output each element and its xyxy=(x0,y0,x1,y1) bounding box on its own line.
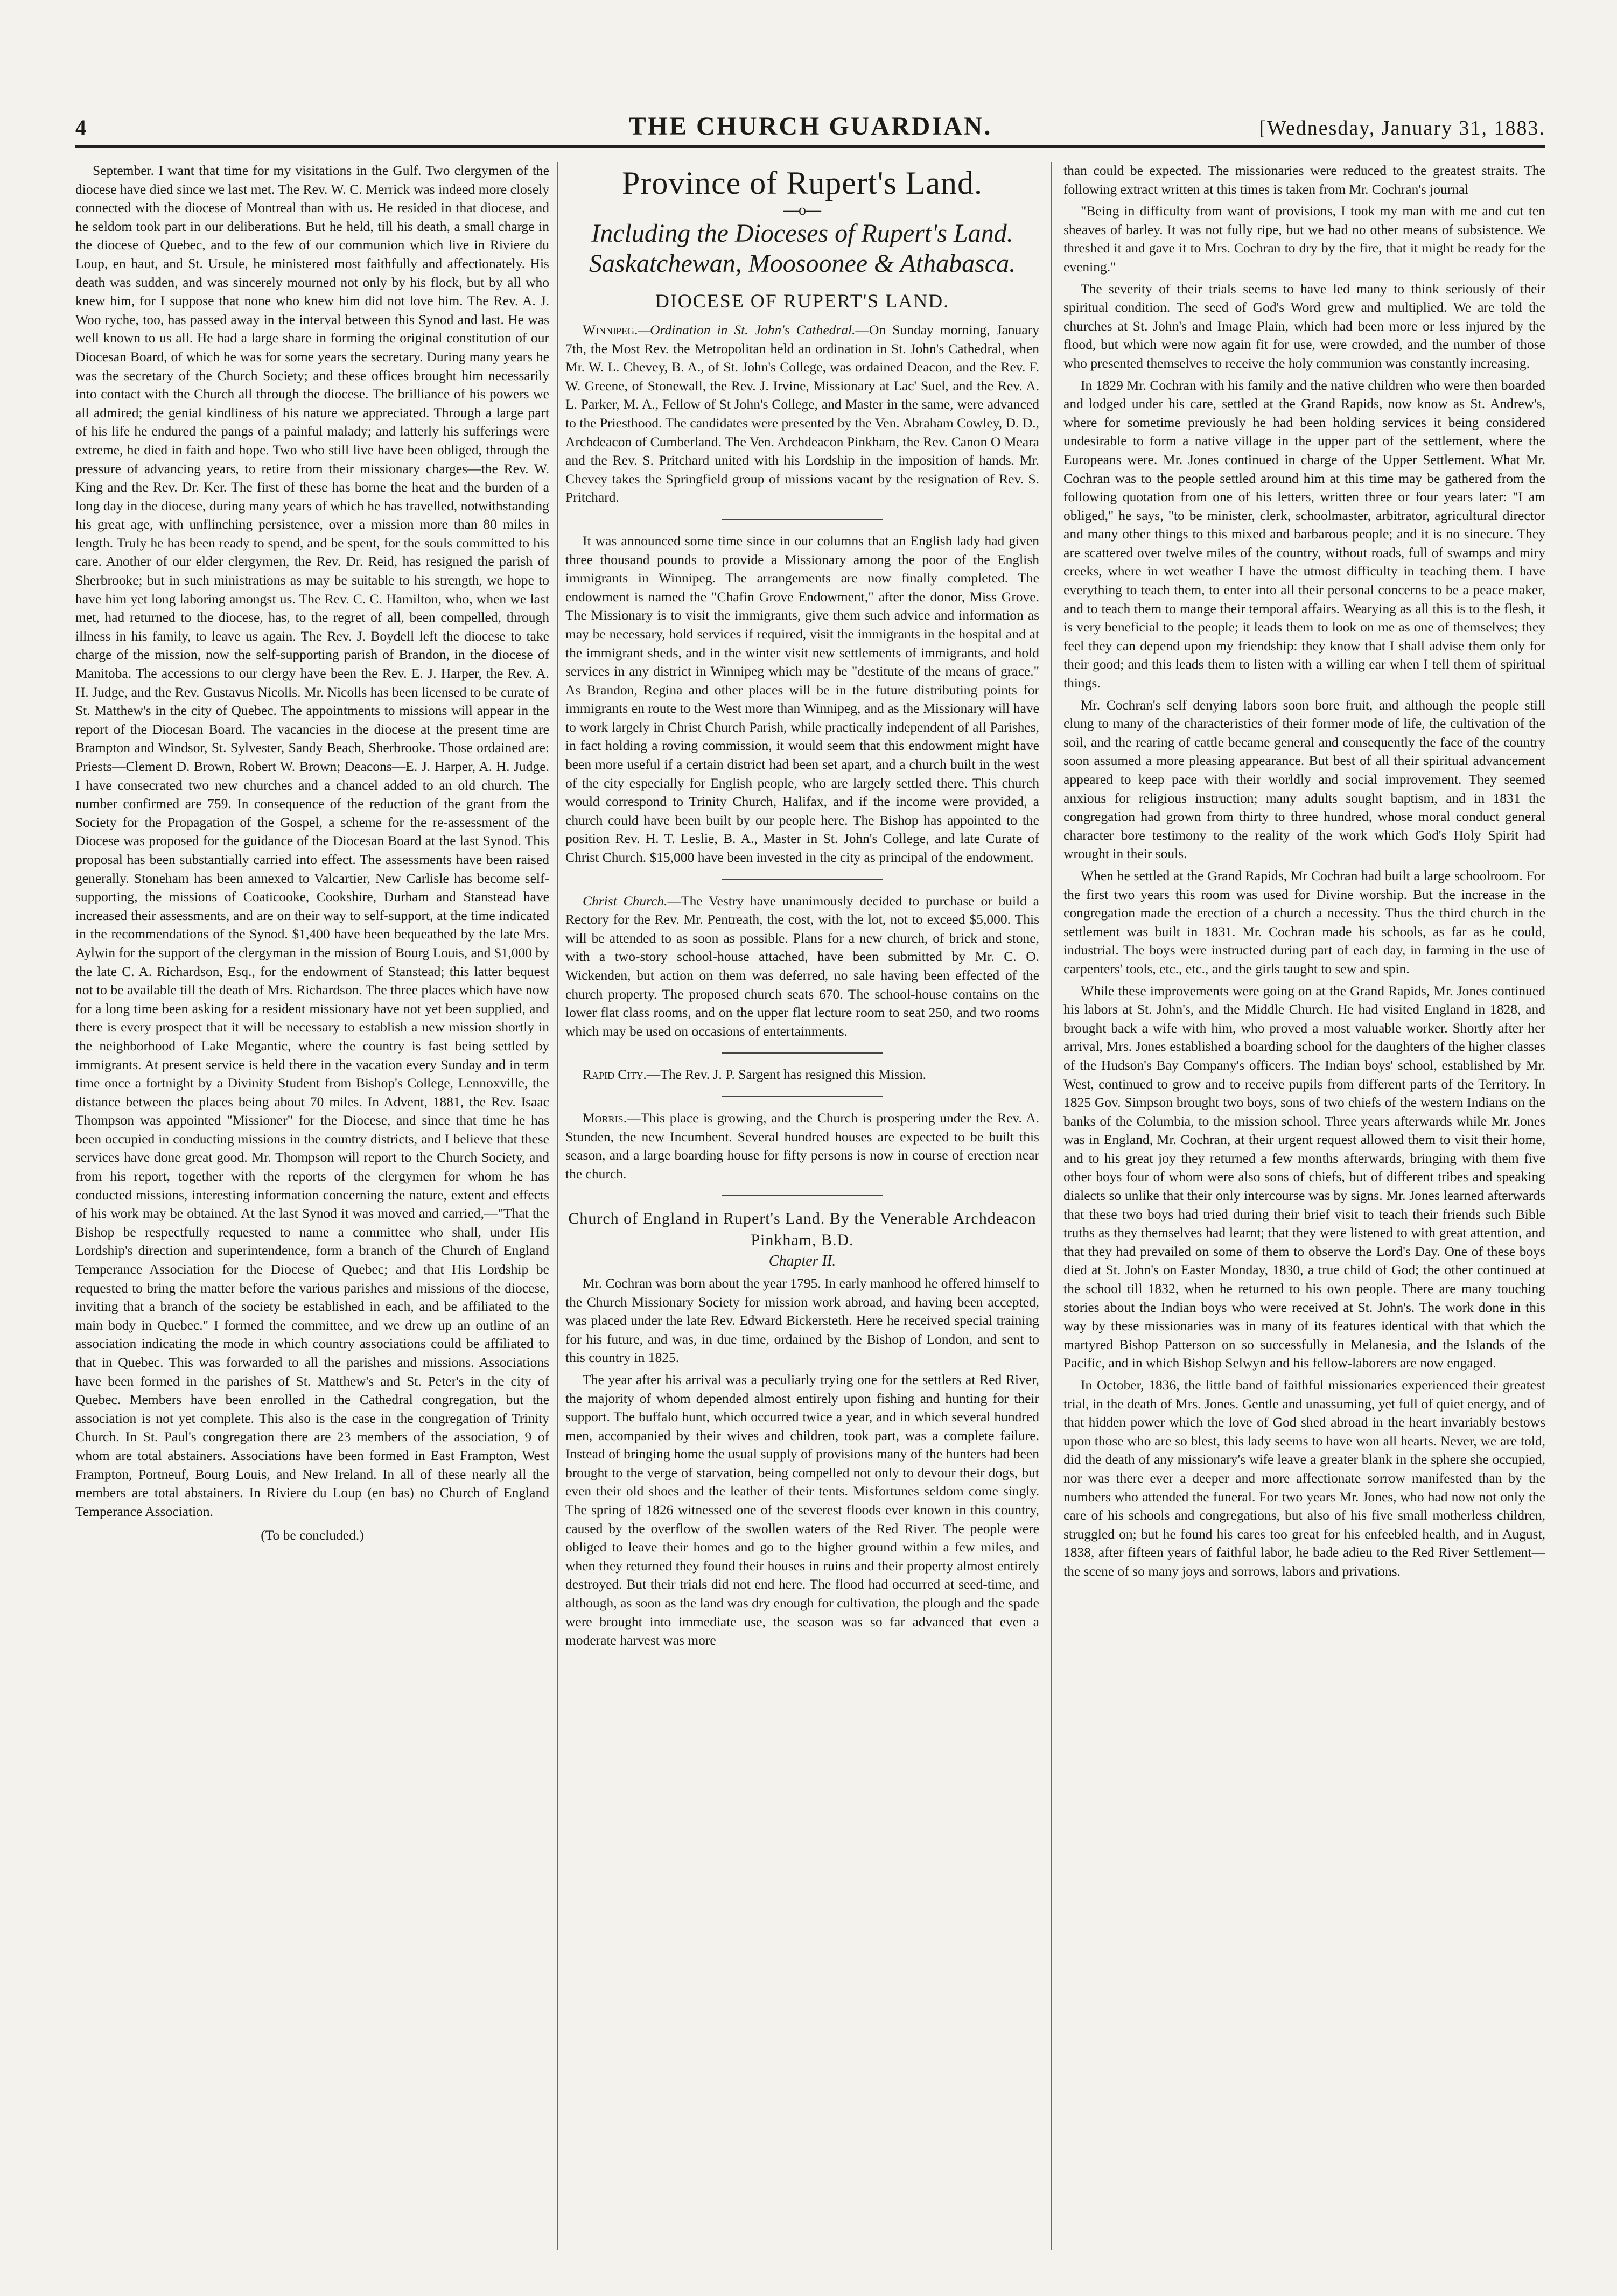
article-title: Church of England in Rupert's Land. By the Venerable Archdeacon Pinkham, B.D. xyxy=(568,1210,1037,1249)
body-paragraph: The year after his arrival was a peculiarly trying one for the settlers at Red River, the majority of whom depended almost entirely upon fishing and hunting for their support. The buffalo hunt, which occurred twice a year, and in which several hundred men, accompanied by their wives and children, took part, was a complete failure. Instead of bringing home the usual supply of provisions many of the hunters had been brought to the verge of starvation, being compelled not only to devour their dogs, but even their old shoes and the leather of their tents. Misfortunes seldom come singly. The spring of 1826 witnessed one of the severest floods ever known in this country, caused by the overflow of the swollen waters of the Red River. The people were obliged to leave their homes and go to the higher ground within a few miles, and when they returned they found their houses in ruins and their property almost entirely destroyed. But their trials did not end here. The flood had occurred at seed-time, and although, as soon as the land was dry enough for cultivation, the plough and the spade were brought into immediate use, the season was so far advanced that even a moderate harvest was more xyxy=(565,1371,1039,1648)
paragraph-text: —The Rev. J. P. Sargent has resigned this Mission. xyxy=(646,1066,926,1083)
body-paragraph: than could be expected. The missionaries were reduced to the greatest straits. The following extract written at this times is taken from Mr. Cochran's journal xyxy=(1063,163,1545,197)
dateline: Morris. xyxy=(583,1110,627,1126)
morris-paragraph xyxy=(565,1109,1039,1183)
issue-date: [Wednesday, January 31, 1883. xyxy=(1259,117,1545,139)
section-heading: Province of Rupert's Land. xyxy=(621,165,983,201)
paragraph-text: —This place is growing, and the Church is prospering under the Rev. A. Stunden, the new Incumbent. Several hundred houses are expected to be built this season, and a large boarding house for fifty persons is now in course of erection near the church. xyxy=(565,1110,1039,1182)
column-rule xyxy=(557,162,558,2250)
dateline: Rapid City. xyxy=(583,1066,647,1083)
page-number: 4 xyxy=(75,115,86,139)
masthead xyxy=(75,108,1545,148)
journal-quote: "Being in difficulty from want of provisions, I took my man with me and cut ten sheaves of barley. It was not fully ripe, but we had no other means of subsistence. We threshed it and gave it to Mrs. Cochran to dry by the fire, that it might be ready for the evening." xyxy=(1063,203,1545,275)
subject: —Ordination in St. John's Cathedral. xyxy=(638,322,856,338)
column-rupert-news xyxy=(565,162,1039,2261)
paragraph-text: —On Sunday morning, January 7th, the Most Rev. the Metropolitan held an ordination in St. John's Cathedral, when Mr. W. L. Chevey, B. A., of St. John's College, was ordained Deacon, and the Rev. F. W. Greene, of Stonewall, the Rev. J. Irvine, Missionary at Lac' Suel, and the Rev. A. L. Parker, M. A., Fellow of St John's College, and Master in the same, were advanced to the Priesthood. The candidates were presented by the Ven. Abraham Cowley, D. D., Archdeacon of Cumberland. The Ven. Archdeacon Pinkham, the Rev. Canon O Meara and the Rev. S. Pritchard united with his Lordship in the imposition of hands. Mr. Chevey takes the Springfield group of missions vacant by the resignation of Rev. S. Pritchard. xyxy=(565,322,1039,505)
rapid-city-paragraph xyxy=(565,1065,1039,1084)
christ-church-paragraph xyxy=(565,892,1039,1041)
body-paragraph: In October, 1836, the little band of faithful missionaries experienced their greatest trial, in the death of Mrs. Jones. Gentle and unassuming, yet full of quiet energy, and of that hidden power which the love of God shed abroad in the heart invariably bestows upon those who are so blest, this lady seems to have won all hearts. Never, we are told, did the death of any missionary's wife leave a greater blank in the sphere she occupied, nor was there ever a deeper and more affectionate sorrow manifested than by the numbers who attended the funeral. For two years Mr. Jones, who had now not only the care of his schools and congregations, but also of his five small motherless children, struggled on; but he found his cares too great for his enfeebled health, and in August, 1838, after fifteen years of faithful labor, he bade adieu to the Red River Settlement—the scene of so many joys and sorrows, labors and privations. xyxy=(1063,1377,1545,1579)
separator-rule xyxy=(722,519,883,520)
diocese-heading: DIOCESE OF RUPERT'S LAND. xyxy=(655,290,950,312)
body-paragraph: While these improvements were going on at the Grand Rapids, Mr. Jones continued his labors at St. John's, and the Middle Church. He had visited England in 1828, and brought back a wife with him, who proved a most valuable worker. Shortly after her arrival, Mrs. Jones established a boarding school for the daughters of the higher classes of the Hudson's Bay Company's officers. The Indian boys' school, established by Mr. West, continued to grow and to receive pupils from different parts of the Territory. In 1825 Gov. Simpson brought two boys, sons of two chiefs of the western Indians on the banks of the Columbia, to the mission school. Three years afterwards while Mr. Jones was in England, Mr. Cochran, at their urgent request allowed them to visit their home, and to his great joy they returned a few months afterwards, bringing with them five other boys four of whom were also sons of chiefs, but of different tribes and speaking dialects so unlike that their only intercourse was by signs. Mr. Jones learned afterwards that these two boys had tried during their brief visit to teach their friends such Bible truths as they themselves had learnt; that they were listened to with great attention, and that they had prevailed on some of them to observe the Lord's Day. One of these boys died at St. John's on Easter Monday, 1830, a true child of God; the other continued at the school till 1832, when he returned to his own people. There are many touching stories about the Indian boys who were received at St. John's. The work done in this way by these missionaries was in many of its features identical with that which the martyred Bishop Patterson on so successfully in Melanesia, and the Islands of the Pacific, and in which Bishop Selwyn and his fellow-laborers are now engaged. xyxy=(1063,982,1545,1371)
dateline: Winnipeg. xyxy=(583,322,638,338)
body-paragraph: When he settled at the Grand Rapids, Mr Cochran had built a large schoolroom. For the first two years this room was used for Divine worship. But the increase in the congregation made the erection of a church a necessity. Thus the third church in the settlement was built in 1831. Mr. Cochran made his schools, as far as he could, industrial. The boys were instructed during part of each day, in farming in the use of carpenters' tools, etc., etc., and the girls taught to sew and spin. xyxy=(1063,867,1545,977)
body-paragraph: September. I want that time for my visitations in the Gulf. Two clergymen of the diocese have died since we last met. The Rev. W. C. Merrick was indeed more closely connected with the diocese of Montreal than with us. He resided in that diocese, and he seldom took part in our deliberations. But he held, till his death, a small charge in the diocese of Quebec, and to the few of our communion which live in Riviere du Loup, en haut, and St. Ursule, he ministered most faithfully and affectionately. His death was sudden, and was sincerely mourned not only by his flock, but by all who knew him, for I suppose that none who knew him did not love him. The Rev. A. J. Woo ryche, too, has passed away in the interval between this Synod and last. He was well known to us all. He had a large share in forming the original constitution of our Diocesan Board, of which he was for some years the secretary. During many years he was the secretary of the Church Society; and these offices brought him necessarily into contact with the Church all through the diocese. The brilliance of his powers we all admired; the genial kindliness of his nature we appreciated. Through a large part of his life he endured the pangs of a painful malady; and latterly his sufferings were extreme, he died in faith and hope. Two who still live have been obliged, through the pressure of advancing years, to retire from their missionary charges—the Rev. W. King and the Rev. Dr. Ker. The first of these has borne the heat and the burden of a long day in the diocese, during many years of which he has travelled, notwithstanding his great age, with unflinching persistence, over a mission more than 80 miles in length. Truly he has been ready to spend, and be spent, for the souls committed to his care. Another of our elder clergymen, the Rev. Dr. Reid, has resigned the parish of Sherbrooke; but in such ministrations as may be suitable to his strength, we hope to have him yet long laboring amongst us. The Rev. C. C. Hamilton, who, when we last met, had returned to the diocese, has, to the regret of all, been compelled, through illness in his family, to leave us again. The Rev. J. Boydell left the diocese to take charge of the mission, now the self-supporting parish of Brandon, in the diocese of Manitoba. The accessions to our clergy have been the Rev. E. J. Harper, the Rev. A. H. Judge, and the Rev. Gustavus Nicolls. Mr. Nicolls has been licensed to be curate of St. Matthew's in the city of Quebec. The appointments to missions will appear in the report of the Diocesan Board. The vacancies in the diocese at the present time are Brampton and Windsor, St. Sylvester, Sandy Beach, Sherbrooke. Those ordained are: Priests—Clement D. Brown, Robert W. Brown; Deacons—E. J. Harper, A. H. Judge. I have consecrated two new churches and a chancel added to an old church. The number confirmed are 759. In consequence of the reduction of the grant from the Society for the Propagation of the Gospel, a scheme for the re-assessment of the Diocese was proposed for the guidance of the Diocesan Board at the last Synod. This proposal has been substantially carried into effect. The assessments have been raised generally. Stoneham has been annexed to Valcartier, New Carlisle has become self-supporting, the missions of Coaticooke, Cookshire, Durham and Stanstead have increased their assessments, and are on their way to self-support, at the time indicated in the recommendations of the Synod. $1,400 have been bequeathed by the late Mrs. Aylwin for the support of the clergyman in the mission of Bourg Louis, and $1,000 by the late C. A. Richardson, Esq., for the endowment of Stanstead; this latter bequest not to be available till the death of Mrs. Richardson. The three places which have now for a long time been asking for a resident missionary have not yet been supplied, and there is every prospect that it will be necessary to establish a new mission shortly in the neighborhood of Lake Megantic, where the country is fast being settled by immigrants. At present service is held there in the vacation every Sunday and in term time once a fortnight by a Divinity Student from Bishop's College, Lennoxville, the distance between the places being about 70 miles. In Advent, 1881, the Rev. Isaac Thompson was appointed "Missioner" for the Diocese, and since that time he has been occupied in conducting missions in the country districts, and I believe that these services have done great good. Mr. Thompson will report to the Church Society, and from his report, together with the reports of the clergymen for whom he has conducted missions, interesting information concerning the nature, extent and effects of his work may be obtained. At the last Synod it was moved and carried,—"That the Bishop be respectfully requested to name a committee who shall, under His Lordship's direction and superintendence, form a branch of the Church of England Temperance Association for the Diocese of Quebec; and that His Lordship be requested to bring the matter before the various parishes and missions of the diocese, inviting that a branch of the society be established in each, and be affiliated to the main body in Quebec." I formed the committee, and we drew up an outline of an association indicating the mode in which country associations could be affiliated to that in Quebec. This was forwarded to all the parishes and missions. Associations have been formed in the parishes of St. Matthew's and St. Peter's in the city of Quebec. Members have been enrolled in the Cathedral congregation, but the association is not yet complete. This also is the case in the congregation of Trinity Church. In St. Paul's congregation there are 23 members of the association, 9 of whom are total abstainers. Associations have been formed in East Frampton, West Frampton, Portneuf, Bourg Louis, and New Ireland. In all of these nearly all the members are total abstainers. In Riviere du Loup (en bas) no Church of England Temperance Association. xyxy=(75,163,549,1519)
paper-title: THE CHURCH GUARDIAN. xyxy=(628,112,992,141)
body-paragraph: In 1829 Mr. Cochran with his family and the native children who were then boarded and lodged under his care, settled at the Grand Rapids, now know as St. Andrew's, where for sometime previously he had been holding services it being considered undesirable to form a native village in the upper part of the settlement, where the Europeans were. Mr. Jones continued in charge of the Upper Settlement. What Mr. Cochran was to the people settled around him at this time may be gathered from the following quotation from one of his letters, written three or four years later: "I am obliged," he says, "to be minister, clerk, schoolmaster, arbitrator, agricultural director and many other things to this mixed and barbarous people; and it is no sinecure. They are scattered over twelve miles of the country, without roads, full of swamps and miry creeks, where in wet weather I have the utmost difficulty in teaching them. I have everything to teach them, to enter into all their personal concerns to be a peace maker, and to teach them to mange their temporal affairs. Wearying as all this is to the flesh, it is very beneficial to the people; it leads them to look on me as one of themselves; they feel they can depend upon my friendship: they know that I shall advise them only for their good; and this leads them to listen with a willing ear when I tell them of spiritual things. xyxy=(1063,377,1545,691)
column-rule xyxy=(1051,162,1052,2250)
column-synod-address xyxy=(75,162,549,2261)
section-subheading: Including the Dioceses of Rupert's Land. Saskatchewan, Moosoonee & Athabasca. xyxy=(589,219,1016,278)
separator-rule xyxy=(722,1195,883,1196)
to-be-concluded: (To be concluded.) xyxy=(261,1527,364,1543)
body-paragraph: Mr. Cochran's self denying labors soon bore fruit, and although the people still clung to many of the characteristics of their former mode of life, the cultivation of the soil, and the rearing of cattle became general and consequently the face of the country soon assumed a more pleasing appearance. But best of all their spiritual advancement appeared to keep pace with their worldly and social improvement. They seemed anxious for religious instruction; many adults sought baptism, and in 1831 the congregation had grown from thirty to three hundred, whose moral conduct general character bore testimony to the reality of the work which God's Holy Spirit had wrought in their souls. xyxy=(1063,697,1545,862)
dateline: Christ Church. xyxy=(583,893,668,909)
separator-rule xyxy=(722,879,883,880)
separator-rule xyxy=(722,1052,883,1054)
column-pinkham-continued xyxy=(1063,162,1545,2261)
separator-rule xyxy=(722,1096,883,1097)
body-paragraph: The severity of their trials seems to have led many to think seriously of their spiritual condition. The seed of God's Word grew and multiplied. We are told the churches at St. John's and Image Plain, which had been more or less injured by the flood, but which were now again fit for use, were crowded, and the number of those who presented themselves to receive the holy communion was constantly increasing. xyxy=(1063,280,1545,371)
endowment-paragraph: It was announced some time since in our columns that an English lady had given three thousand pounds to provide a Missionary among the poor of the English immigrants in Winnipeg. The arrangements are now finally completed. The endowment is named the "Chafin Grove Endowment," after the donor, Miss Grove. The Missionary is to visit the immigrants, give them such advice and information as may be necessary, hold services if required, visit the immigrants in the hospital and at the immigrant sheds, and in the winter visit new settlements of immigrants, and hold services in any district in Winnipeg which may be "destitute of the means of grace." As Brandon, Regina and other places will be in the future distributing points for immigrants en route to the West more than Winnipeg, and as the Missionary will have to work largely in Christ Church Parish, while practically independent of all Parishes, in fact holding a roving commission, it would seem that this endowment might have been more useful if a certain district had been set apart, and a church built in the west of the city especially for English people, who are largely settled there. This church would correspond to Trinity Church, Halifax, and if the income were provided, a church could have been built by our people here. The Bishop has appointed to the position Rev. H. T. Leslie, B. A., Master in St. John's College, and late Curate of Christ Church. $15,000 have been invested in the city as principal of the endowment. xyxy=(565,532,1039,866)
chapter-heading: Chapter II. xyxy=(768,1253,836,1270)
winnipeg-paragraph xyxy=(565,321,1039,507)
ornament-dash: —o— xyxy=(783,202,821,219)
paragraph-text: —The Vestry have unanimously decided to purchase or build a Rectory for the Rev. Mr. Pentreath, the cost, with the lot, not to exceed $5,000. This will be attended to as soon as possible. Plans for a new church, of brick and stone, with a two-story school-house attached, have been submitted by Mr. C. O. Wickenden, but action on them was deferred, no sale having been effected of the church property. The proposed church seats 670. The school-house contains on the lower flat class rooms, and on the upper flat lecture room to seat 250, and two rooms which may be used on occasions of entertainments. xyxy=(565,893,1039,1039)
body-paragraph: Mr. Cochran was born about the year 1795. In early manhood he offered himself to the Church Missionary Society for mission work abroad, and having been accepted, was placed under the late Rev. Edward Bickersteth. Here he received special training for his future, and was, in due time, ordained by the Bishop of London, and sent to this country in 1825. xyxy=(565,1275,1039,1366)
